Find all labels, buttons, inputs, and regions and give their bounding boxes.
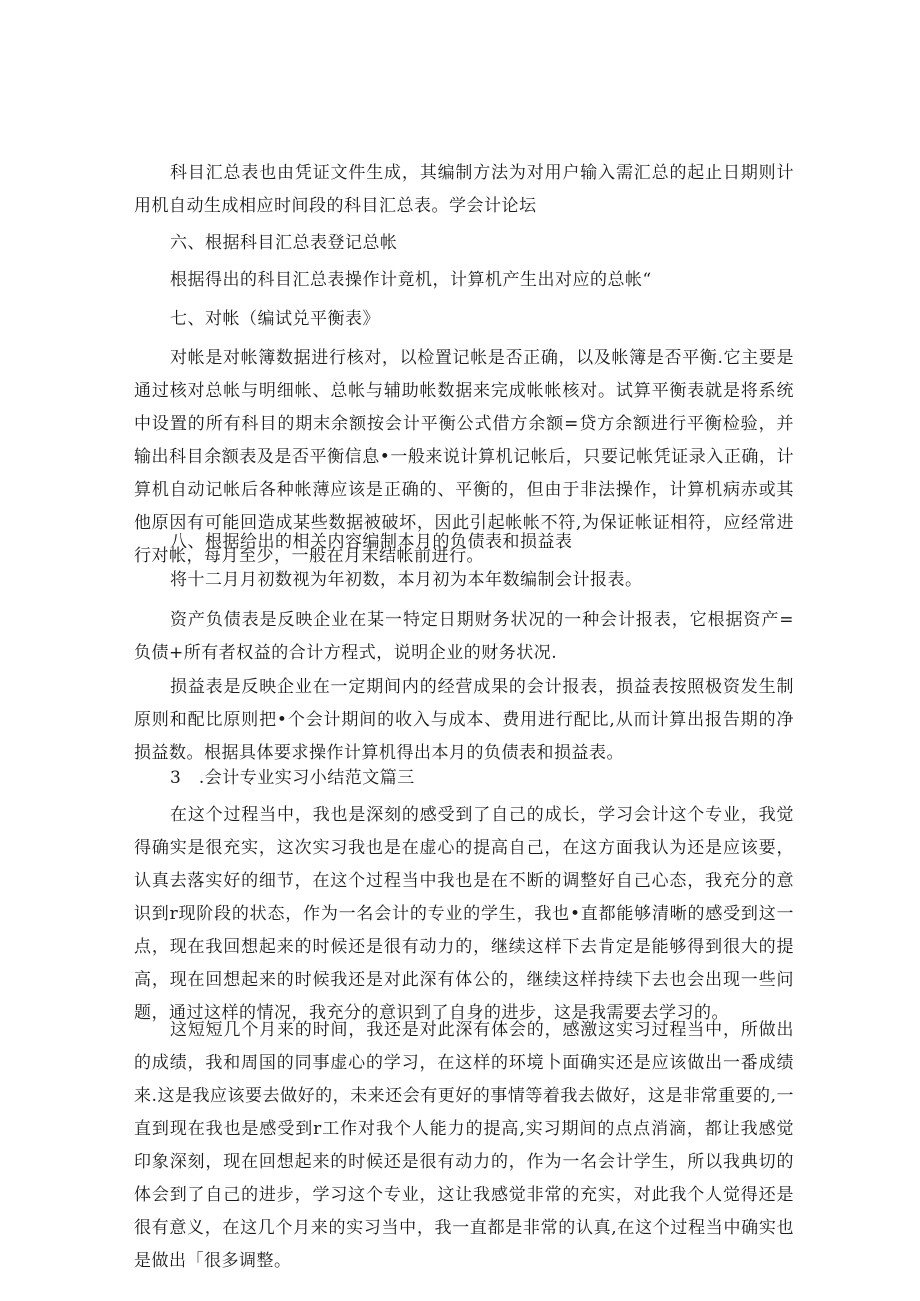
heading-section-6 <box>134 227 794 260</box>
paragraph-income-statement <box>134 671 794 770</box>
paragraph-text: 资产负债表是反映企业在某一特定日期财务状况的一种会计报表，它根据资产=负债+所有者权益的合计方程式，说明企业的财务状况. <box>134 610 794 663</box>
paragraph-text: 这短短几个月来的时间，我还是对此深有体会的，感激这实习过程当中，所做出的成绩，我和周国的同事虚心的学习，在这样的环境卜面确实还是应该做出一番成绩来.这是我应该要去做好的，未来还会有更好的事情等着我去做好，这是非常重要的,一直到现在我也是感受到r工作对我个人能力的提高,实习期间的点点消滴，都让我感觉印象深刻，现在回想起来的时候还是很有动力的，作为一名会计学生，所以我典切的体会到了自己的进步，学习这个专业，这让我感觉非常的充实，对此我个人觉得还是很有意义，在这几个月来的实习当中，我一直都是非常的认真,在这个过程当中确实也是做出「很多调整。 <box>134 1020 794 1271</box>
heading-text: 七、对帐（编试兑平衡表》 <box>170 309 380 329</box>
heading-section-7 <box>134 303 794 336</box>
paragraph-text: 科目汇总表也由凭证文件生成，其编制方法为对用户输入需汇总的起止日期则计用机自动生成相应时间段的科目汇总表。学会计论坛 <box>134 163 794 216</box>
paragraph-year-start <box>134 564 794 597</box>
paragraph-internship-months <box>134 1014 794 1278</box>
paragraph-growth <box>134 799 794 1030</box>
paragraph-balance-sheet <box>134 604 794 670</box>
paragraph-text: 对帐是对帐簿数据进行核对，以检置记帐是否正确，以及帐簿是否平衡.它主要是通过核对总帐与明细帐、总帐与辅助帐数据来完成帐帐核对。试算平衡表就是将系统中设置的所有科目的期末余额按会计平衡公式借方余额=贷方余额进行平衡检验，并输出科目余额表及是否平衡信息•一般来说计算机记帐后，只要记帐凭证录入正确，计算机自动记帐后各种帐薄应该是正确的、平衡的，但由于非法操作，计算机病赤或其他原因有可能回造成某些数据被破坏，因此引起帐帐不符,为保证帐证相符，应经常进行对帐，每月至少，一般在月末结帐前进行。 <box>134 348 794 566</box>
paragraph-subject-summary <box>134 157 794 223</box>
heading-part-3 <box>134 762 794 795</box>
heading-section-8 <box>134 526 794 559</box>
paragraph-text: 损益表是反映企业在一定期间内的经营成果的会计报表，损益表按照极资发生制原则和配比原则把•个会计期间的收入与成本、费用进行配比,从而计算出报告期的净损益数。根据具体要求操作计算机得出本月的负债表和损益表。 <box>134 677 794 763</box>
paragraph-text: 根据得出的科目汇总表操作计竟机，计算机产生出对应的总帐“ <box>170 270 652 290</box>
paragraph-text: 将十二月月初数视为年初数，本月初为本年数编制会计报表。 <box>170 570 643 590</box>
heading-text: 3 .会计专业实习小结范文篇三 <box>170 768 415 788</box>
heading-text: 八、根据给出的相关内容编制本月的负债表和损益表 <box>170 532 573 552</box>
paragraph-general-ledger <box>134 264 794 297</box>
heading-text: 六、根据科目汇总表登记总帐 <box>170 233 398 253</box>
paragraph-text: 在这个过程当中，我也是深刻的感受到了自己的成长，学习会计这个专业，我觉得确实是很充实，这次实习我也是在虚心的提高自己，在这方面我认为还是应该要，认真去落实好的细节，在这个过程当中我也是在不断的调整好自己心态，我充分的意识到r现阶段的状态，作为一名会计的专业的学生，我也•直都能够清晰的感受到这一点，现在我回想起来的时候还是很有动力的，继续这样下去肯定是能够得到很大的提高，现在回想起来的时候我还是对此深有体公的，继续这样持续下去也会出现一些问题，通过这样的情况，我充分的意识到了自身的进步，这是我需要去学习的。 <box>134 805 794 1023</box>
